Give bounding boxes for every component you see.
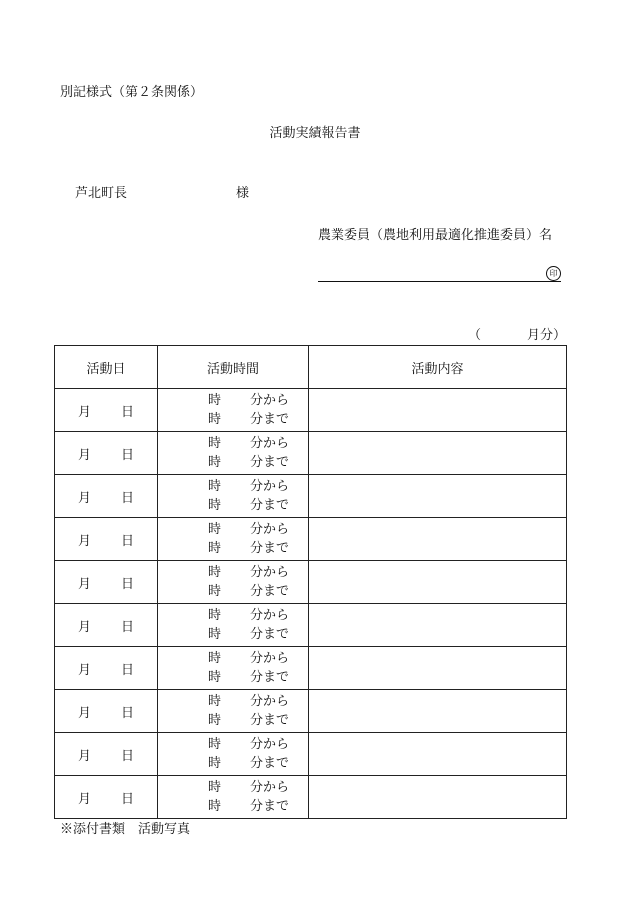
activity-content-cell[interactable] bbox=[309, 518, 567, 561]
reporter-label: 農業委員（農地利用最適化推進委員）名 bbox=[318, 228, 553, 243]
activity-time-cell[interactable] bbox=[158, 647, 309, 690]
table-row bbox=[55, 518, 567, 561]
start-time-line bbox=[158, 649, 308, 668]
minute-until-unit: 分まで bbox=[250, 799, 290, 814]
start-time-line bbox=[158, 778, 308, 797]
month-unit: 月 bbox=[77, 748, 91, 764]
activity-rows bbox=[55, 389, 567, 819]
table-row bbox=[55, 604, 567, 647]
activity-date-cell[interactable] bbox=[55, 432, 158, 475]
hour-unit: 時 bbox=[208, 670, 222, 685]
hour-unit: 時 bbox=[208, 455, 222, 470]
activity-date-cell[interactable] bbox=[55, 389, 158, 432]
day-unit: 日 bbox=[121, 705, 135, 721]
activity-time-cell[interactable] bbox=[158, 518, 309, 561]
end-time-line bbox=[158, 711, 308, 730]
period-open-paren: （ bbox=[467, 328, 481, 343]
activity-date-cell[interactable] bbox=[55, 647, 158, 690]
start-time-line bbox=[158, 563, 308, 582]
start-time-line bbox=[158, 520, 308, 539]
month-unit: 月 bbox=[77, 662, 91, 678]
end-time-line bbox=[158, 453, 308, 472]
minute-from-unit: 分から bbox=[250, 608, 290, 623]
hour-unit: 時 bbox=[208, 498, 222, 513]
month-unit: 月 bbox=[77, 447, 91, 463]
start-time-line bbox=[158, 735, 308, 754]
activity-time-cell[interactable] bbox=[158, 561, 309, 604]
minute-from-unit: 分から bbox=[250, 522, 290, 537]
activity-content-cell[interactable] bbox=[309, 389, 567, 432]
day-unit: 日 bbox=[121, 748, 135, 764]
minute-from-unit: 分から bbox=[250, 780, 290, 795]
day-unit: 日 bbox=[121, 576, 135, 592]
header-activity-date: 活動日 bbox=[55, 346, 158, 389]
day-unit: 日 bbox=[121, 490, 135, 506]
activity-content-cell[interactable] bbox=[309, 432, 567, 475]
minute-from-unit: 分から bbox=[250, 479, 290, 494]
hour-unit: 時 bbox=[208, 694, 222, 709]
activity-date-cell[interactable] bbox=[55, 604, 158, 647]
minute-until-unit: 分まで bbox=[250, 584, 290, 599]
activity-content-cell[interactable] bbox=[309, 475, 567, 518]
period-label: 月分） bbox=[526, 328, 566, 343]
activity-time-cell[interactable] bbox=[158, 475, 309, 518]
end-time-line bbox=[158, 496, 308, 515]
month-unit: 月 bbox=[77, 705, 91, 721]
minute-until-unit: 分まで bbox=[250, 498, 290, 513]
day-unit: 日 bbox=[121, 662, 135, 678]
minute-from-unit: 分から bbox=[250, 565, 290, 580]
end-time-line bbox=[158, 668, 308, 687]
minute-until-unit: 分まで bbox=[250, 455, 290, 470]
table-row bbox=[55, 647, 567, 690]
minute-from-unit: 分から bbox=[250, 694, 290, 709]
attachment-note: ※添付書類 活動写真 bbox=[60, 822, 191, 837]
table-row bbox=[55, 432, 567, 475]
table-row bbox=[55, 690, 567, 733]
signature-line[interactable] bbox=[318, 281, 561, 282]
minute-from-unit: 分から bbox=[250, 651, 290, 666]
hour-unit: 時 bbox=[208, 608, 222, 623]
activity-time-cell[interactable] bbox=[158, 776, 309, 819]
activity-date-cell[interactable] bbox=[55, 690, 158, 733]
minute-until-unit: 分まで bbox=[250, 627, 290, 642]
hour-unit: 時 bbox=[208, 756, 222, 771]
document-title: 活動実績報告書 bbox=[269, 126, 361, 141]
day-unit: 日 bbox=[121, 619, 135, 635]
start-time-line bbox=[158, 606, 308, 625]
month-unit: 月 bbox=[77, 533, 91, 549]
activity-time-cell[interactable] bbox=[158, 389, 309, 432]
hour-unit: 時 bbox=[208, 522, 222, 537]
activity-time-cell[interactable] bbox=[158, 432, 309, 475]
hour-unit: 時 bbox=[208, 799, 222, 814]
header-activity-time: 活動時間 bbox=[158, 346, 309, 389]
hour-unit: 時 bbox=[208, 412, 222, 427]
minute-until-unit: 分まで bbox=[250, 756, 290, 771]
end-time-line bbox=[158, 797, 308, 816]
month-unit: 月 bbox=[77, 619, 91, 635]
hour-unit: 時 bbox=[208, 780, 222, 795]
activity-content-cell[interactable] bbox=[309, 690, 567, 733]
hour-unit: 時 bbox=[208, 479, 222, 494]
month-unit: 月 bbox=[77, 490, 91, 506]
table-row bbox=[55, 776, 567, 819]
month-unit: 月 bbox=[77, 791, 91, 807]
addressee-name: 芦北町長 bbox=[75, 186, 128, 201]
activity-content-cell[interactable] bbox=[309, 776, 567, 819]
end-time-line bbox=[158, 582, 308, 601]
hour-unit: 時 bbox=[208, 541, 222, 556]
hour-unit: 時 bbox=[208, 737, 222, 752]
period-month-field[interactable] bbox=[468, 329, 566, 342]
activity-table bbox=[54, 345, 567, 819]
activity-date-cell[interactable] bbox=[55, 518, 158, 561]
form-label: 別記様式（第２条関係） bbox=[60, 85, 204, 100]
activity-content-cell[interactable] bbox=[309, 604, 567, 647]
month-unit: 月 bbox=[77, 404, 91, 420]
hour-unit: 時 bbox=[208, 436, 222, 451]
hour-unit: 時 bbox=[208, 584, 222, 599]
activity-date-cell[interactable] bbox=[55, 776, 158, 819]
end-time-line bbox=[158, 625, 308, 644]
minute-from-unit: 分から bbox=[250, 737, 290, 752]
activity-time-cell[interactable] bbox=[158, 690, 309, 733]
day-unit: 日 bbox=[121, 404, 135, 420]
activity-date-cell[interactable] bbox=[55, 475, 158, 518]
minute-until-unit: 分まで bbox=[250, 412, 290, 427]
day-unit: 日 bbox=[121, 533, 135, 549]
end-time-line bbox=[158, 410, 308, 429]
activity-time-cell[interactable] bbox=[158, 733, 309, 776]
hour-unit: 時 bbox=[208, 393, 222, 408]
minute-from-unit: 分から bbox=[250, 436, 290, 451]
minute-until-unit: 分まで bbox=[250, 541, 290, 556]
day-unit: 日 bbox=[121, 791, 135, 807]
activity-content-cell[interactable] bbox=[309, 561, 567, 604]
start-time-line bbox=[158, 692, 308, 711]
hour-unit: 時 bbox=[208, 713, 222, 728]
hour-unit: 時 bbox=[208, 565, 222, 580]
header-activity-content: 活動内容 bbox=[309, 346, 567, 389]
start-time-line bbox=[158, 434, 308, 453]
end-time-line bbox=[158, 754, 308, 773]
hour-unit: 時 bbox=[208, 627, 222, 642]
addressee-honorific: 様 bbox=[236, 186, 250, 201]
table-header-row bbox=[55, 346, 567, 389]
activity-time-cell[interactable] bbox=[158, 604, 309, 647]
table-row bbox=[55, 733, 567, 776]
activity-content-cell[interactable] bbox=[309, 647, 567, 690]
minute-from-unit: 分から bbox=[250, 393, 290, 408]
table-row bbox=[55, 475, 567, 518]
activity-date-cell[interactable] bbox=[55, 561, 158, 604]
table-row bbox=[55, 389, 567, 432]
day-unit: 日 bbox=[121, 447, 135, 463]
end-time-line bbox=[158, 539, 308, 558]
hour-unit: 時 bbox=[208, 651, 222, 666]
start-time-line bbox=[158, 477, 308, 496]
start-time-line bbox=[158, 391, 308, 410]
activity-content-cell[interactable] bbox=[309, 733, 567, 776]
activity-date-cell[interactable] bbox=[55, 733, 158, 776]
seal-icon: 印 bbox=[546, 266, 561, 281]
minute-until-unit: 分まで bbox=[250, 670, 290, 685]
table-row bbox=[55, 561, 567, 604]
month-unit: 月 bbox=[77, 576, 91, 592]
minute-until-unit: 分まで bbox=[250, 713, 290, 728]
